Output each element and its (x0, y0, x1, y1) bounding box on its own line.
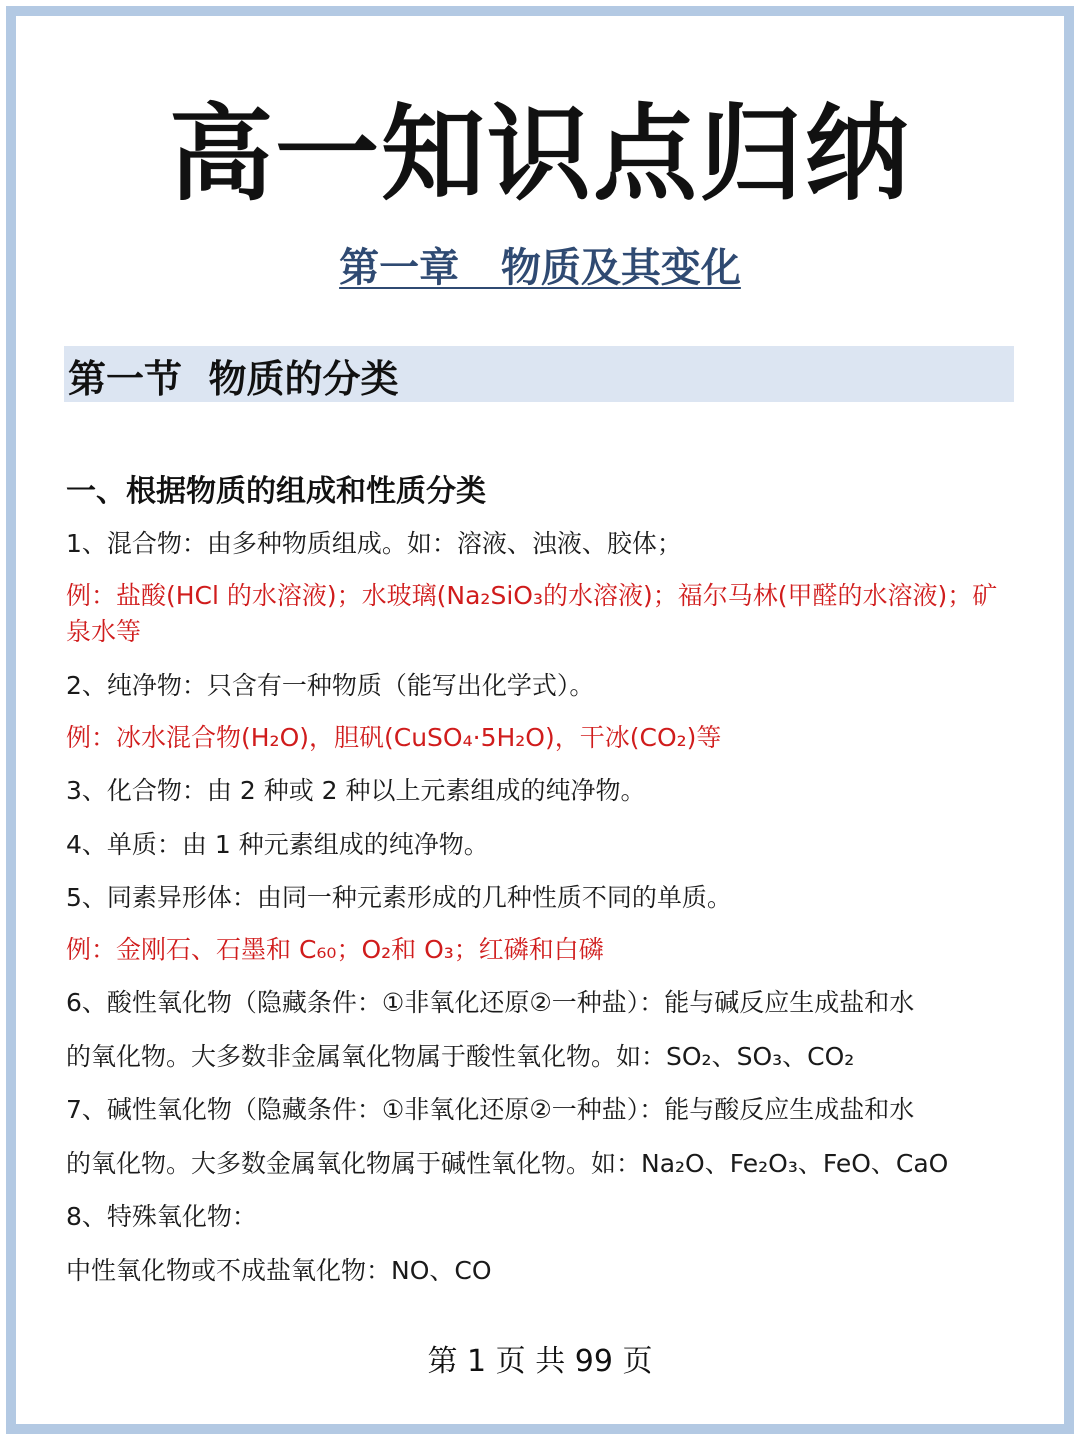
page-footer: 第 1 页 共 99 页 (427, 1344, 653, 1379)
item-3-compound: 3、化合物：由 2 种或 2 种以上元素组成的纯净物。 (66, 776, 646, 805)
example-1-mixture: 例：盐酸(HCl 的水溶液)；水玻璃(Na₂SiO₃的水溶液)；福尔马林(甲醛的水溶液)；矿泉水等 (66, 581, 998, 646)
section-header (64, 346, 1014, 402)
item-6-acidic-oxide-cont: 的氧化物。大多数非金属氧化物属于酸性氧化物。如：SO₂、SO₃、CO₂ (66, 1042, 855, 1071)
item-2-pure-substance: 2、纯净物：只含有一种物质（能写出化学式）。 (66, 671, 595, 700)
item-7-basic-oxide-cont: 的氧化物。大多数金属氧化物属于碱性氧化物。如：Na₂O、Fe₂O₃、FeO、CaO (66, 1149, 949, 1178)
item-8-neutral-oxide: 中性氧化物或不成盐氧化物：NO、CO (66, 1256, 492, 1285)
item-7-basic-oxide: 7、碱性氧化物（隐藏条件：①非氧化还原②一种盐）：能与酸反应生成盐和水 (66, 1095, 915, 1124)
example-2-pure-substance: 例：冰水混合物(H₂O)，胆矾(CuSO₄·5H₂O)，干冰(CO₂)等 (66, 723, 722, 752)
chapter-title-text: 第一章 物质及其变化 (339, 245, 741, 291)
item-5-allotrope: 5、同素异形体：由同一种元素形成的几种性质不同的单质。 (66, 883, 732, 912)
item-6-acidic-oxide: 6、酸性氧化物（隐藏条件：①非氧化还原②一种盐）：能与碱反应生成盐和水 (66, 988, 915, 1017)
page-title: 高一知识点归纳 (168, 93, 911, 215)
example-5-allotrope: 例：金刚石、石墨和 C₆₀；O₂和 O₃；红磷和白磷 (66, 935, 604, 964)
item-8-special-oxide: 8、特殊氧化物： (66, 1202, 257, 1231)
item-4-element: 4、单质：由 1 种元素组成的纯净物。 (66, 830, 489, 859)
subsection-heading: 一、根据物质的组成和性质分类 (66, 474, 486, 509)
section-title: 第一节 物质的分类 (68, 357, 399, 401)
item-1-mixture: 1、混合物：由多种物质组成。如：溶液、浊液、胶体； (66, 529, 682, 558)
chapter-title (0, 236, 1080, 293)
